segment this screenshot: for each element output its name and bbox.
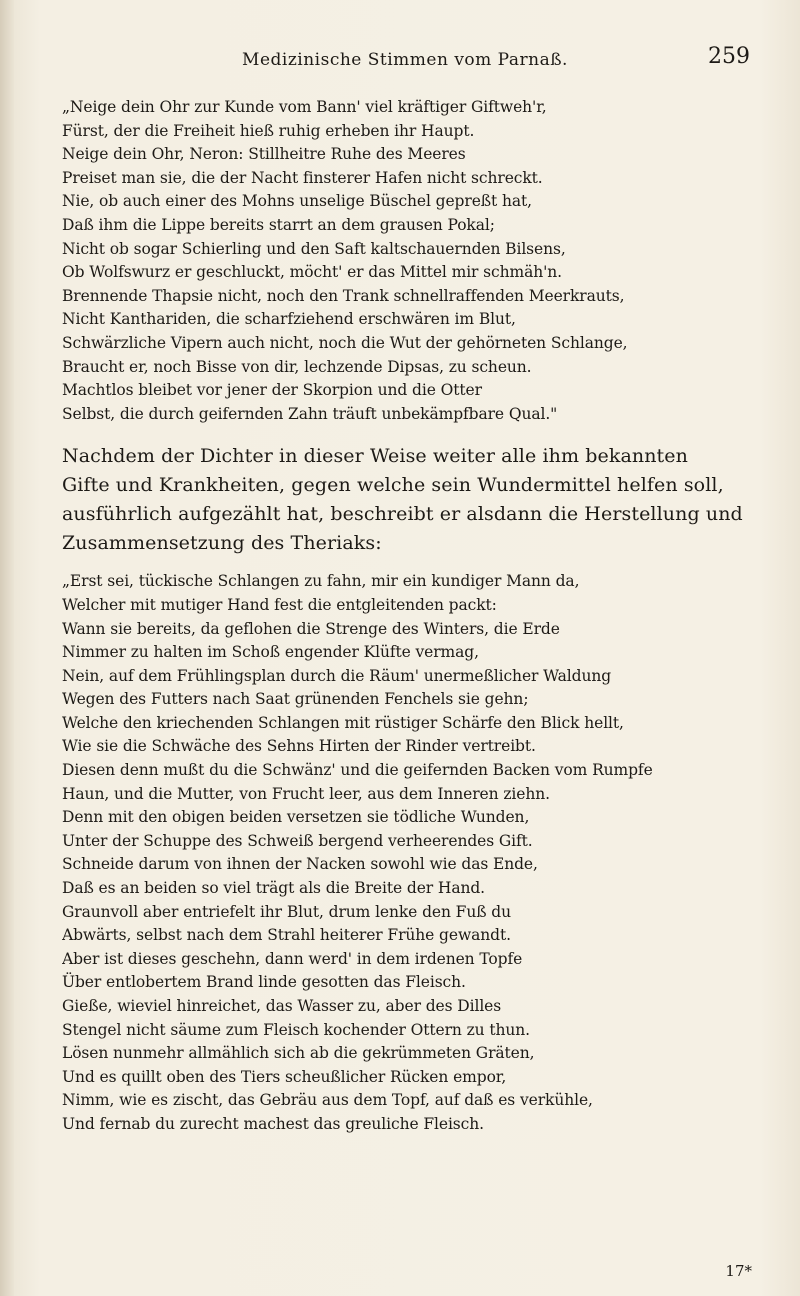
verse-line: Neige dein Ohr, Neron: Stillheitre Ruhe des Meeres <box>62 145 466 164</box>
verse-line: Selbst, die durch geifernden Zahn träuft unbekämpfbare Qual." <box>62 404 558 423</box>
verse-line: Welcher mit mutiger Hand fest die entgleitenden packt: <box>62 595 497 614</box>
running-title: Medizinische Stimmen vom Parnaß. <box>242 50 568 70</box>
verse-line: Machtlos bleibet vor jener der Skorpion und die Otter <box>62 381 482 400</box>
verse-line: Nimmer zu halten im Schoß engender Klüfte vermag, <box>62 643 479 662</box>
verse-line: Lösen nunmehr allmählich sich ab die gekrümmeten Gräten, <box>62 1044 535 1063</box>
verse-line: „Erst sei, tückische Schlangen zu fahn, mir ein kundiger Mann da, <box>62 572 580 591</box>
verse-line: Nicht ob sogar Schierling und den Saft kaltschauernden Bilsens, <box>62 239 566 258</box>
verse-line: Braucht er, noch Bisse von dir, lechzende Dipsas, zu scheun. <box>62 357 532 376</box>
verse-line: Abwärts, selbst nach dem Strahl heiterer Frühe gewandt. <box>62 926 511 945</box>
verse-line: Nein, auf dem Frühlingsplan durch die Räum' unermeßlicher Waldung <box>62 666 612 685</box>
paragraph-line: Nachdem der Dichter in dieser Weise weiter alle ihm bekannten <box>62 445 688 468</box>
verse-line: „Neige dein Ohr zur Kunde vom Bann' viel kräftiger Giftweh'r, <box>62 98 547 116</box>
verse-line: Preiset man sie, die der Nacht finsterer Hafen nicht schreckt. <box>62 168 543 187</box>
verse-line: Und fernab du zurecht machest das greuliche Fleisch. <box>62 1114 484 1133</box>
paragraph-line: Gifte und Krankheiten, gegen welche sein Wundermittel helfen soll, <box>62 474 724 497</box>
paragraph-line: Zusammensetzung des Theriaks: <box>62 532 382 555</box>
paragraph-line: ausführlich aufgezählt hat, beschreibt er alsdann die Herstellung und <box>62 503 743 526</box>
verse-line: Graunvoll aber entriefelt ihr Blut, drum lenke den Fuß du <box>62 902 512 921</box>
verse-line: Nimm, wie es zischt, das Gebräu aus dem Topf, auf daß es verkühle, <box>62 1091 593 1110</box>
signature-mark: 17* <box>725 1262 752 1280</box>
verse-line: Nicht Kanthariden, die scharfziehend erschwären im Blut, <box>62 310 516 329</box>
verse-line: Wann sie bereits, da geflohen die Strenge des Winters, die Erde <box>62 619 560 638</box>
verse-line: Unter der Schuppe des Schweiß bergend verheerendes Gift. <box>62 831 533 850</box>
verse-line: Stengel nicht säume zum Fleisch kochender Ottern zu thun. <box>62 1020 530 1039</box>
page-number: 259 <box>708 44 750 69</box>
verse-line: Nie, ob auch einer des Mohns unselige Büschel gepreßt hat, <box>62 192 532 211</box>
verse-line: Welche den kriechenden Schlangen mit rüstiger Schärfe den Blick hellt, <box>62 713 624 732</box>
verse-line: Schwärzliche Vipern auch nicht, noch die Wut der gehörneten Schlange, <box>62 333 628 352</box>
page-edge <box>0 0 14 1296</box>
poem-quote-neron <box>62 96 758 426</box>
verse-line: Aber ist dieses geschehn, dann werd' in dem irdenen Topfe <box>62 949 523 968</box>
verse-line: Wegen des Futters nach Saat grünenden Fenchels sie gehn; <box>62 690 529 709</box>
verse-line: Brennende Thapsie nicht, noch den Trank schnellraffenden Meerkrauts, <box>62 286 625 305</box>
verse-line: Daß es an beiden so viel trägt als die Breite der Hand. <box>62 879 485 898</box>
verse-line: Gieße, wieviel hinreichet, das Wasser zu, aber des Dilles <box>62 997 502 1015</box>
verse-line: Ob Wolfswurz er geschluckt, möcht' er das Mittel mir schmäh'n. <box>62 263 562 282</box>
poem-quote-theriak <box>62 570 758 1136</box>
verse-line: Schneide darum von ihnen der Nacken sowohl wie das Ende, <box>62 855 538 874</box>
page-content <box>62 96 758 1137</box>
verse-line: Wie sie die Schwäche des Sehns Hirten der Rinder vertreibt. <box>62 737 536 756</box>
verse-line: Daß ihm die Lippe bereits starrt an dem grausen Pokal; <box>62 215 495 234</box>
verse-line: Haun, und die Mutter, von Frucht leer, aus dem Inneren ziehn. <box>62 784 550 803</box>
page-header <box>60 44 750 84</box>
verse-line: Diesen denn mußt du die Schwänz' und die geifernden Backen vom Rumpfe <box>62 761 653 780</box>
body-paragraph <box>62 442 758 558</box>
verse-line: Denn mit den obigen beiden versetzen sie tödliche Wunden, <box>62 808 530 827</box>
verse-line: Über entlobertem Brand linde gesotten das Fleisch. <box>62 973 466 992</box>
verse-line: Fürst, der die Freiheit hieß ruhig erheben ihr Haupt. <box>62 121 475 140</box>
verse-line: Und es quillt oben des Tiers scheußlicher Rücken empor, <box>62 1067 507 1086</box>
